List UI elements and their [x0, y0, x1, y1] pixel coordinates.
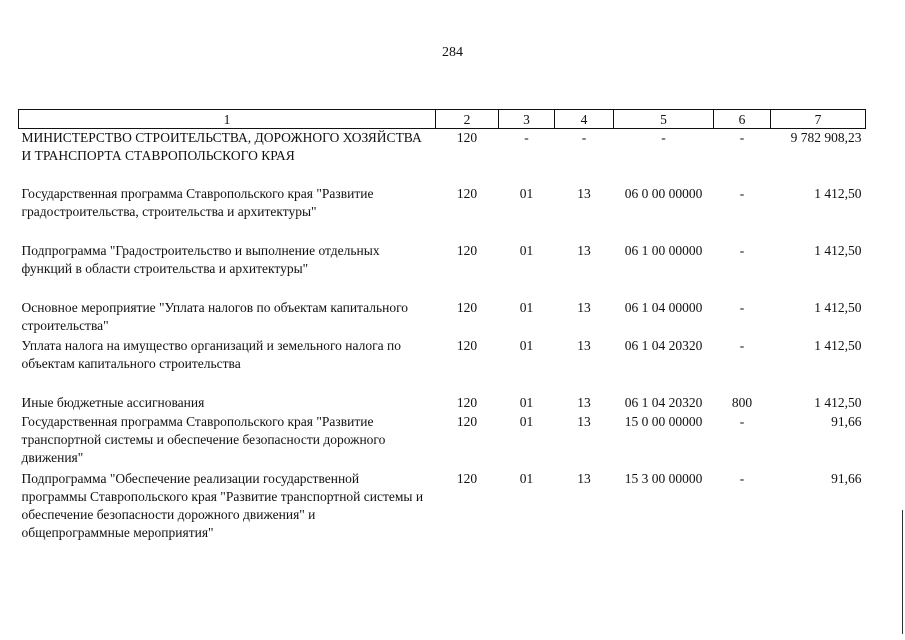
row-amount: 1 412,50	[814, 185, 862, 201]
row-amount: 1 412,50	[814, 394, 862, 410]
row-ved: 120	[456, 337, 478, 353]
row-csr: 06 1 00 00000	[624, 242, 703, 258]
budget-table	[18, 109, 866, 544]
table-row	[19, 299, 866, 337]
row-vr: 800	[731, 394, 753, 410]
row-vr: -	[739, 413, 745, 429]
row-vr: -	[739, 337, 745, 353]
row-rz: 01	[519, 242, 534, 258]
row-csr: 15 3 00 00000	[624, 470, 703, 486]
row-rz: -	[524, 130, 529, 145]
row-ved: 120	[456, 299, 478, 315]
scan-edge-line	[902, 510, 903, 634]
table-row	[19, 242, 866, 299]
header-col-5: 5	[614, 110, 714, 129]
table-row	[19, 470, 866, 544]
header-row	[19, 110, 866, 129]
table-row	[19, 337, 866, 394]
table-row	[19, 129, 866, 185]
table-row	[19, 394, 866, 413]
row-amount: 1 412,50	[814, 299, 862, 315]
row-pr: 13	[577, 470, 591, 486]
row-amount: 1 412,50	[814, 242, 862, 258]
row-rz: 01	[519, 337, 534, 353]
header-col-2: 2	[436, 110, 499, 129]
row-ved: 120	[456, 394, 478, 410]
row-csr: 06 1 04 00000	[624, 299, 703, 315]
row-amount: 91,66	[831, 470, 862, 486]
table-row	[19, 413, 866, 470]
row-vr: -	[739, 185, 745, 201]
row-pr: 13	[577, 394, 591, 410]
row-name: Подпрограмма "Обеспечение реализации государственной программы Ставропольского края "Развитие транспортной системы и обеспечение безопасности дорожного движения" и общепрограммные мероприятия"	[21, 470, 424, 540]
row-csr: -	[661, 130, 666, 145]
row-amount: 1 412,50	[814, 337, 862, 353]
row-rz: 01	[519, 185, 534, 201]
row-rz: 01	[519, 394, 534, 410]
row-vr: -	[739, 470, 745, 486]
header-col-6: 6	[714, 110, 771, 129]
row-pr: 13	[577, 337, 591, 353]
row-csr: 06 0 00 00000	[624, 185, 703, 201]
table-row	[19, 185, 866, 242]
row-ved: 120	[456, 242, 478, 258]
row-vr: -	[739, 299, 745, 315]
header-col-1: 1	[19, 110, 436, 129]
row-vr: -	[739, 242, 745, 258]
row-csr: 15 0 00 00000	[624, 413, 703, 429]
row-ved: 120	[456, 470, 478, 486]
header-col-4: 4	[555, 110, 614, 129]
row-rz: 01	[519, 299, 534, 315]
row-pr: 13	[577, 185, 591, 201]
row-amount: 9 782 908,23	[790, 130, 862, 145]
row-pr: 13	[577, 413, 591, 429]
row-pr: 13	[577, 299, 591, 315]
row-name: Уплата налога на имущество организаций и земельного налога по объектам капитального строительства	[21, 337, 401, 371]
page-number: 284	[442, 45, 463, 60]
row-name: Подпрограмма "Градостроительство и выполнение отдельных функций в области строительства и архитектуры"	[21, 242, 380, 276]
header-col-3: 3	[499, 110, 555, 129]
row-pr: 13	[577, 242, 591, 258]
row-csr: 06 1 04 20320	[624, 394, 703, 410]
row-pr: -	[581, 130, 587, 145]
row-name: Государственная программа Ставропольского края "Развитие градостроительства, строительства и архитектуры"	[21, 185, 374, 219]
row-name: МИНИСТЕРСТВО СТРОИТЕЛЬСТВА, ДОРОЖНОГО ХОЗЯЙСТВА И ТРАНСПОРТА СТАВРОПОЛЬСКОГО КРАЯ	[21, 130, 422, 163]
row-vr: -	[739, 130, 745, 145]
row-rz: 01	[519, 470, 534, 486]
row-ved: 120	[456, 130, 478, 145]
row-csr: 06 1 04 20320	[624, 337, 703, 353]
row-amount: 91,66	[831, 413, 862, 429]
row-name: Государственная программа Ставропольского края "Развитие транспортной системы и обеспечение безопасности дорожного движения"	[21, 413, 386, 465]
row-ved: 120	[456, 413, 478, 429]
header-col-7: 7	[771, 110, 866, 129]
row-name: Иные бюджетные ассигнования	[21, 394, 205, 410]
row-rz: 01	[519, 413, 534, 429]
row-name: Основное мероприятие "Уплата налогов по объектам капитального строительства"	[21, 299, 409, 333]
row-ved: 120	[456, 185, 478, 201]
